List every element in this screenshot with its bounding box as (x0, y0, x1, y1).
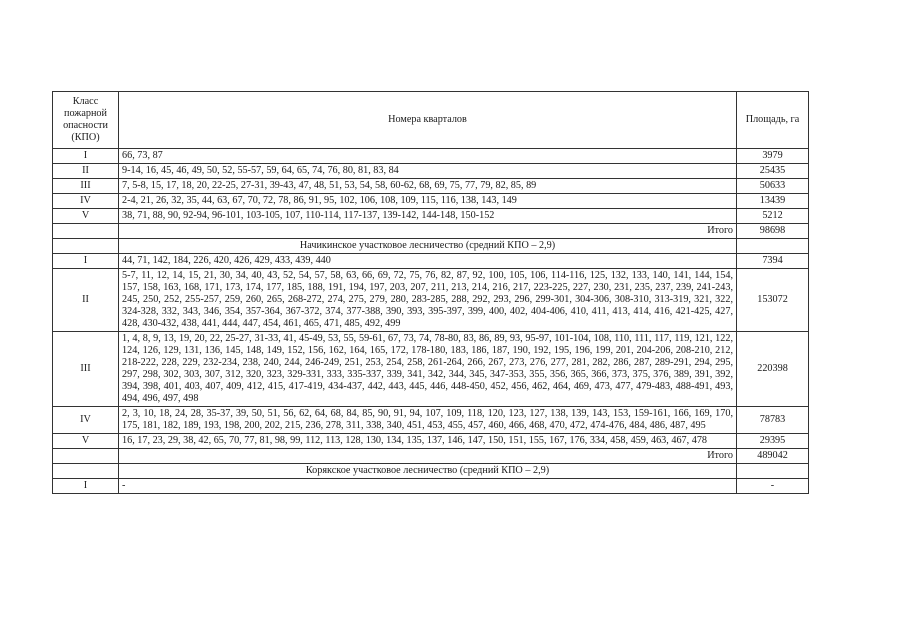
empty-cell (737, 464, 809, 479)
total-row (53, 449, 809, 464)
total-label: Итого (119, 224, 737, 239)
area-cell: 50633 (737, 179, 809, 194)
quarters-cell: 2, 3, 10, 18, 24, 28, 35-37, 39, 50, 51, 56, 62, 64, 68, 84, 85, 90, 91, 94, 107, 109, 118, 120, 123, 127, 138, 139, 143, 153, 159-161, 166, 169, 170, 175, 181, 182, 189, 193, 198, 200, 202, 215, 236, 278, 311, 338, 340, 451, 453, 455, 457, 460, 466, 468, 470, 472, 474-476, 484, 486, 487, 495 (119, 407, 737, 434)
table-row (53, 332, 809, 407)
quarters-cell: 44, 71, 142, 184, 226, 420, 426, 429, 433, 439, 440 (119, 254, 737, 269)
class-cell: V (53, 209, 119, 224)
total-label: Итого (119, 449, 737, 464)
table-row (53, 407, 809, 434)
area-cell: 78783 (737, 407, 809, 434)
section-title: Начикинское участковое лесничество (средний КПО – 2,9) (119, 239, 737, 254)
class-cell: III (53, 332, 119, 407)
quarters-cell: 9-14, 16, 45, 46, 49, 50, 52, 55-57, 59, 64, 65, 74, 76, 80, 81, 83, 84 (119, 164, 737, 179)
table-row (53, 254, 809, 269)
class-cell: I (53, 254, 119, 269)
empty-cell (53, 449, 119, 464)
class-cell: IV (53, 407, 119, 434)
class-cell: III (53, 179, 119, 194)
quarters-cell: 66, 73, 87 (119, 149, 737, 164)
area-cell: 220398 (737, 332, 809, 407)
table-row (53, 434, 809, 449)
table-row (53, 164, 809, 179)
fire-class-table (52, 91, 809, 494)
area-cell: 5212 (737, 209, 809, 224)
table-row (53, 194, 809, 209)
section-row (53, 239, 809, 254)
total-row (53, 224, 809, 239)
area-cell: 29395 (737, 434, 809, 449)
table-row (53, 149, 809, 164)
header-quarters: Номера кварталов (119, 92, 737, 149)
table-row (53, 269, 809, 332)
class-cell: V (53, 434, 119, 449)
quarters-cell: 1, 4, 8, 9, 13, 19, 20, 22, 25-27, 31-33, 41, 45-49, 53, 55, 59-61, 67, 73, 74, 78-80, 83, 86, 89, 93, 95-97, 101-104, 108, 110, 111, 117, 119, 121, 122, 124, 126, 129, 131, 136, 145, 148, 149, 152, 156, 162, 164, 165, 172, 178-180, 183, 186, 187, 190, 192, 195, 196, 199, 201, 204-206, 208-210, 212, 218-222, 228, 229, 232-234, 238, 240, 244, 246-249, 251, 253, 254, 258, 261-264, 266, 267, 273, 276, 277, 281, 282, 286, 287, 289-291, 294, 295, 297, 298, 302, 303, 307, 312, 320, 323, 329-331, 333, 335-337, 339, 341, 342, 344, 345, 347-353, 355, 356, 365, 366, 373, 375, 376, 389, 391, 392, 394, 398, 401, 403, 407, 409, 412, 415, 417-419, 434-437, 442, 443, 445, 446, 448-450, 452, 456, 462, 464, 469, 473, 477, 479-483, 488-491, 493, 494, 496, 497, 498 (119, 332, 737, 407)
area-cell: - (737, 479, 809, 494)
area-cell: 25435 (737, 164, 809, 179)
area-cell: 153072 (737, 269, 809, 332)
class-cell: IV (53, 194, 119, 209)
table-header-row (53, 92, 809, 149)
header-class: Класс пожарной опасности (КПО) (53, 92, 119, 149)
class-cell: II (53, 164, 119, 179)
table-row (53, 209, 809, 224)
class-cell: I (53, 479, 119, 494)
empty-cell (53, 464, 119, 479)
quarters-cell: 16, 17, 23, 29, 38, 42, 65, 70, 77, 81, 98, 99, 112, 113, 128, 130, 134, 135, 137, 146, 147, 150, 151, 155, 167, 176, 334, 458, 459, 463, 467, 478 (119, 434, 737, 449)
quarters-cell: - (119, 479, 737, 494)
section-row (53, 464, 809, 479)
header-area: Площадь, га (737, 92, 809, 149)
total-value: 489042 (737, 449, 809, 464)
total-value: 98698 (737, 224, 809, 239)
quarters-cell: 2-4, 21, 26, 32, 35, 44, 63, 67, 70, 72, 78, 86, 91, 95, 102, 106, 108, 109, 115, 116, 138, 143, 149 (119, 194, 737, 209)
class-cell: I (53, 149, 119, 164)
table-row (53, 479, 809, 494)
empty-cell (53, 224, 119, 239)
class-cell: II (53, 269, 119, 332)
table-row (53, 179, 809, 194)
section-title: Корякское участковое лесничество (средний КПО – 2,9) (119, 464, 737, 479)
empty-cell (53, 239, 119, 254)
empty-cell (737, 239, 809, 254)
quarters-cell: 7, 5-8, 15, 17, 18, 20, 22-25, 27-31, 39-43, 47, 48, 51, 53, 54, 58, 60-62, 68, 69, 75, 77, 79, 82, 85, 89 (119, 179, 737, 194)
area-cell: 3979 (737, 149, 809, 164)
area-cell: 7394 (737, 254, 809, 269)
area-cell: 13439 (737, 194, 809, 209)
quarters-cell: 5-7, 11, 12, 14, 15, 21, 30, 34, 40, 43, 52, 54, 57, 58, 63, 66, 69, 72, 75, 76, 82, 87, 92, 100, 105, 106, 114-116, 125, 132, 133, 140, 141, 144, 154, 157, 158, 163, 168, 171, 173, 174, 177, 185, 188, 191, 194, 197, 203, 207, 211, 213, 214, 216, 217, 223-225, 227, 230, 231, 235, 237, 239, 241-243, 245, 250, 252, 255-257, 259, 260, 265, 268-272, 274, 275, 279, 280, 283-285, 288, 292, 293, 296, 299-301, 304-306, 308-310, 313-319, 321, 322, 324-328, 332, 343, 346, 354, 357-364, 367-372, 374, 377-388, 390, 393, 395-397, 399, 400, 402, 404-406, 410, 411, 413, 414, 416, 421-425, 427, 428, 430-432, 438, 441, 444, 447, 454, 461, 465, 471, 485, 492, 499 (119, 269, 737, 332)
quarters-cell: 38, 71, 88, 90, 92-94, 96-101, 103-105, 107, 110-114, 117-137, 139-142, 144-148, 150-152 (119, 209, 737, 224)
